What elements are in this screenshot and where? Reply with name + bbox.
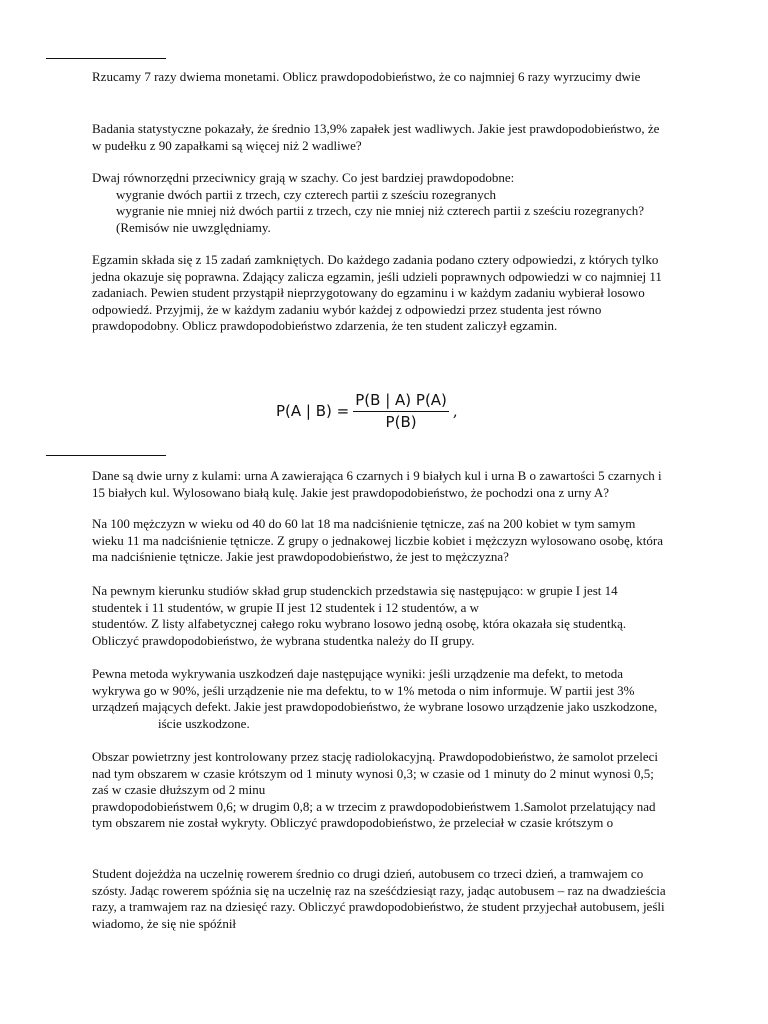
footnote-rule-top xyxy=(46,58,166,59)
text-line: Na 100 mężczyzn w wieku od 40 do 60 lat 18 ma nadciśnienie tętnicze, zaś na 200 kobiet w tym samym xyxy=(92,516,636,531)
footnote-rule-middle xyxy=(46,455,166,456)
formula-denominator: P(B) xyxy=(385,412,417,431)
problem-5 xyxy=(92,468,732,501)
text-line: Badania statystyczne pokazały, że średnio 13,9% zapałek jest wadliwych. Jakie jest prawdopodobieństwo, że xyxy=(92,121,660,136)
formula-numerator: P(B | A) P(A) xyxy=(355,391,447,409)
text-line: w pudełku z 90 zapałkami są więcej niż 2 wadliwe? xyxy=(92,137,362,153)
text-line: wieku 11 ma nadciśnienie tętnicze. Z grupy o jednakowej liczbie kobiet i mężczyzn wylosowano osobę, która xyxy=(92,532,663,548)
text-line: Dane są dwie urny z kulami: urna A zawierająca 6 czarnych i 9 białych kul i urna B o zawartości 5 czarnych i xyxy=(92,468,662,483)
text-line: razy, a tramwajem raz na dziesięć razy. Obliczyć prawdopodobieństwo, że student przyjechał autobusem, jeśli xyxy=(92,899,665,914)
text-line: tym obszarem nie został wykryty. Obliczyć prawdopodobieństwo, że przeleciał w czasie krótszym o xyxy=(92,815,614,830)
formula-fraction xyxy=(353,392,449,430)
formula-lhs: P(A | B) = xyxy=(276,401,350,420)
text-line: Egzamin składa się z 15 zadań zamkniętych. Do każdego zadania podano cztery odpowiedzi, z których tylko xyxy=(92,252,659,267)
text-line: wykrywa go w 90%, jeśli urządzenie nie ma defektu, to w 1% metoda o nim informuje. W partii jest 3% xyxy=(92,682,635,698)
text-line: iście uszkodzone. xyxy=(158,715,250,731)
text-line: zaś w czasie dłuższym od 2 minu xyxy=(92,782,266,797)
text-line: prawdopodobieństwem 0,6; w drugim 0,8; a w trzecim z prawdopodobieństwem 1.Samolot przelatujący nad xyxy=(92,798,656,814)
text-line: Rzucamy 7 razy dwiema monetami. Oblicz prawdopodobieństwo, że co najmniej 6 razy wyrzucimy dwie xyxy=(92,69,641,84)
bayes-formula xyxy=(276,392,458,430)
text-line: Na pewnym kierunku studiów skład grup studenckich przedstawia się następująco: w grupie I jest 14 xyxy=(92,583,618,598)
problem-9 xyxy=(92,749,732,832)
text-line: wiadomo, że się nie spóźnił xyxy=(92,915,237,931)
text-line: 15 białych kul. Wylosowano białą kulę. Jakie jest prawdopodobieństwo, że pochodzi ona z urny A? xyxy=(92,484,610,500)
problem-1 xyxy=(92,69,732,86)
text-line: szósty. Jadąc rowerem spóźnia się na uczelnię raz na sześćdziesiąt razy, jadąc autobusem – raz na dwadzieścia xyxy=(92,882,666,898)
problem-7 xyxy=(92,583,732,649)
text-line: (Remisów nie uwzględniamy. xyxy=(116,219,271,235)
text-line: prawdopodobny. Oblicz prawdopodobieństwo zdarzenia, że ten student zaliczył egzamin. xyxy=(92,318,558,333)
text-line: Student dojeżdża na uczelnię rowerem średnio co drugi dzień, autobusem co trzeci dzień, a tramwajem co xyxy=(92,866,644,881)
text-line: jedna okazuje się poprawna. Zdający zalicza egzamin, jeśli udzieli poprawnych odpowiedzi w co najmniej 11 xyxy=(92,268,662,284)
text-line: Dwaj równorzędni przeciwnicy grają w szachy. Co jest bardziej prawdopodobne: xyxy=(92,170,515,185)
text-line: wygranie nie mniej niż dwóch partii z trzech, czy nie mniej niż czterech partii z sześciu rozegranych? xyxy=(116,203,645,218)
text-line: studentek i 11 studentów, w grupie II jest 12 studentek i 12 studentów, a w xyxy=(92,599,480,615)
problem-3 xyxy=(92,170,732,236)
text-line: urządzeń mających defekt. Jakie jest prawdopodobieństwo, że wybrane losowo urządzenie jako uszkodzone, xyxy=(92,699,658,714)
problem-2 xyxy=(92,121,732,154)
text-line: Obliczyć prawdopodobieństwo, że wybrana studentka należy do II grupy. xyxy=(92,632,475,648)
formula-trail: , xyxy=(452,401,458,420)
text-line: odpowiedź. Przyjmij, że w każdym zadaniu wybór każdej z odpowiedzi przez studenta jest równo xyxy=(92,301,602,317)
text-line: Obszar powietrzny jest kontrolowany przez stację radiolokacyjną. Prawdopodobieństwo, że samolot przeleci xyxy=(92,749,659,764)
text-line: wygranie dwóch partii z trzech, czy czterech partii z sześciu rozegranych xyxy=(116,186,497,202)
text-line: nad tym obszarem w czasie krótszym od 1 minuty wynosi 0,3; w czasie od 1 minuty do 2 minut wynosi 0,5; xyxy=(92,765,654,781)
text-line: Pewna metoda wykrywania uszkodzeń daje następujące wyniki: jeśli urządzenie ma defekt, to metoda xyxy=(92,666,624,681)
problem-6 xyxy=(92,516,732,566)
problem-10 xyxy=(92,866,732,932)
text-line: ma nadciśnienie tętnicze. Jakie jest prawdopodobieństwo, że jest to mężczyzna? xyxy=(92,549,509,564)
text-line: zadaniach. Pewien student przystąpił nieprzygotowany do egzaminu i w każdym zadaniu wybierał losowo xyxy=(92,285,645,300)
problem-8 xyxy=(92,666,732,732)
problem-4 xyxy=(92,252,732,335)
text-line: studentów. Z listy alfabetycznej całego roku wybrano losowo jedną osobę, która okazała się studentką. xyxy=(92,616,627,631)
